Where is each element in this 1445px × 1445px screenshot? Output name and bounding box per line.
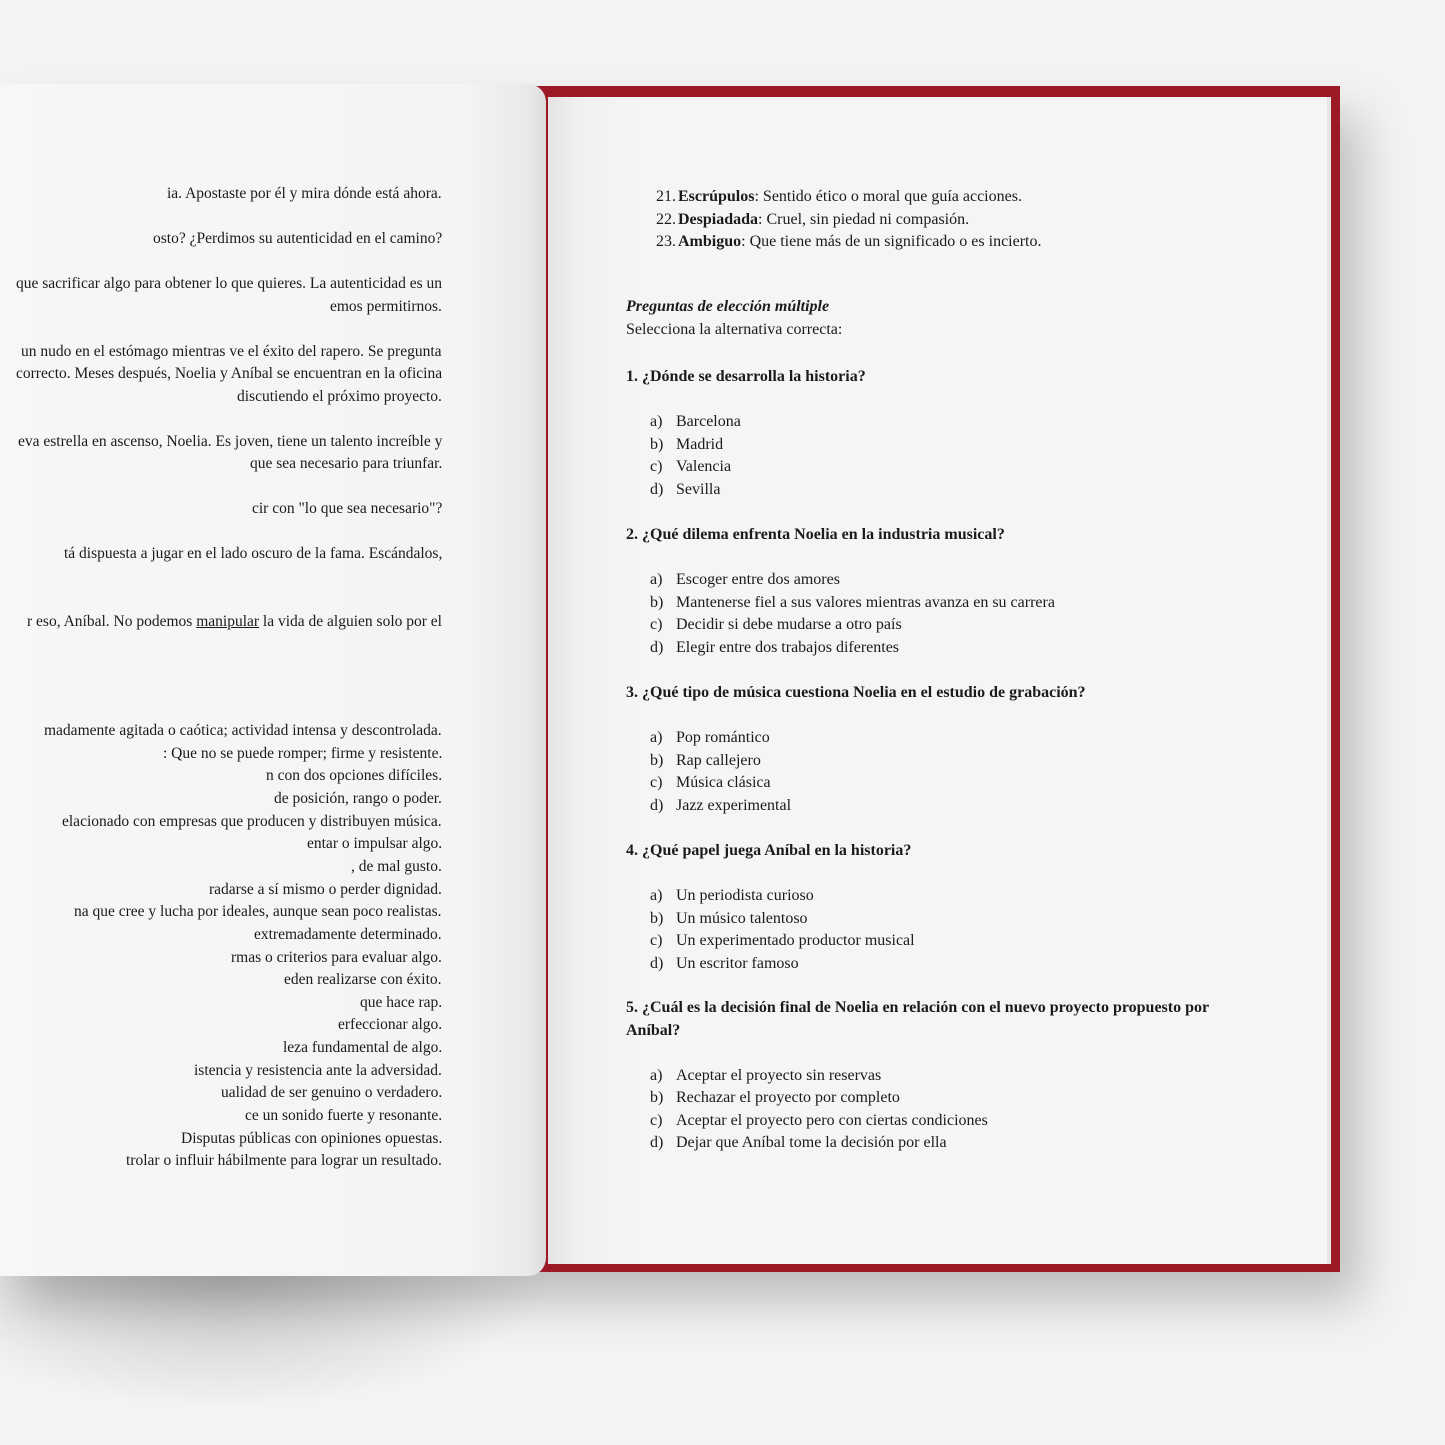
options-list bbox=[650, 569, 1055, 659]
story-line: un nudo en el estómago mientras ve el éxito del rapero. Se pregunta bbox=[21, 342, 442, 360]
option-d: d) Sevilla bbox=[650, 480, 721, 498]
question-5: 5. ¿Cuál es la decisión final de Noelia en relación con el nuevo proyecto propuesto por Aníbal? bbox=[626, 999, 1209, 1039]
underlined-word: manipular bbox=[196, 612, 260, 630]
book-shadow bbox=[0, 1260, 560, 1410]
question-2: 2. ¿Qué dilema enfrenta Noelia en la industria musical? bbox=[626, 526, 1005, 543]
glossary-line: trolar o influir hábilmente para lograr un resultado. bbox=[126, 1152, 442, 1170]
section-title: Preguntas de elección múltiple bbox=[626, 298, 830, 315]
options-list bbox=[650, 885, 915, 975]
glossary-line: madamente agitada o caótica; actividad intensa y descontrolada. bbox=[44, 722, 442, 739]
option-c: c) Valencia bbox=[650, 458, 732, 475]
story-line: eva estrella en ascenso, Noelia. Es joven, tiene un talento increíble y bbox=[18, 432, 443, 450]
story-line: que sea necesario para triunfar. bbox=[250, 455, 443, 472]
glossary-line: Disputas públicas con opiniones opuestas. bbox=[181, 1129, 443, 1147]
option-d: d) Un escritor famoso bbox=[650, 954, 799, 972]
option-c: c) Aceptar el proyecto pero con ciertas condiciones bbox=[650, 1111, 988, 1129]
vocab-item: 22. Despiadada: Cruel, sin piedad ni compasión. bbox=[656, 210, 970, 228]
option-a: a) Aceptar el proyecto sin reservas bbox=[650, 1066, 882, 1084]
glossary-line: entar o impulsar algo. bbox=[307, 835, 443, 853]
glossary-line: elacionado con empresas que producen y distribuyen música. bbox=[62, 812, 442, 830]
glossary-line: leza fundamental de algo. bbox=[283, 1039, 443, 1057]
glossary-line: na que cree y lucha por ideales, aunque sean poco realistas. bbox=[74, 903, 442, 921]
options-list bbox=[650, 727, 791, 817]
glossary-line: ualidad de ser genuino o verdadero. bbox=[221, 1084, 443, 1102]
option-d: d) Jazz experimental bbox=[650, 796, 792, 814]
options-list bbox=[650, 1065, 988, 1155]
right-page bbox=[548, 97, 1329, 1264]
glossary-line: radarse a sí mismo o perder dignidad. bbox=[209, 880, 442, 898]
option-d: d) Dejar que Aníbal tome la decisión por ella bbox=[650, 1134, 947, 1151]
option-b: b) Un músico talentoso bbox=[650, 909, 808, 927]
story-line: tá dispuesta a jugar en el lado oscuro de la fama. Escándalos, bbox=[64, 545, 443, 562]
instruction-text: Selecciona la alternativa correcta: bbox=[626, 321, 843, 338]
option-b: b) Madrid bbox=[650, 435, 724, 453]
glossary-line: que hace rap. bbox=[360, 993, 443, 1011]
vocab-item: 23. Ambiguo: Que tiene más de un significado o es incierto. bbox=[656, 233, 1042, 250]
option-b: b) Rechazar el proyecto por completo bbox=[650, 1089, 900, 1106]
vocab-item: 21. Escrúpulos: Sentido ético o moral que guía acciones. bbox=[656, 188, 1022, 205]
glossary-line: eden realizarse con éxito. bbox=[284, 971, 442, 989]
glossary-line: : Que no se puede romper; firme y resistente. bbox=[163, 744, 443, 762]
options-list bbox=[650, 411, 741, 501]
page-edge bbox=[1327, 97, 1331, 1264]
option-d: d) Elegir entre dos trabajos diferentes bbox=[650, 638, 900, 656]
story-line: cir con "lo que sea necesario"? bbox=[252, 500, 443, 517]
question-3: 3. ¿Qué tipo de música cuestiona Noelia en el estudio de grabación? bbox=[626, 684, 1086, 701]
story-line: osto? ¿Perdimos su autenticidad en el camino? bbox=[153, 230, 443, 247]
option-a: a) Un periodista curioso bbox=[650, 887, 814, 904]
glossary-line: n con dos opciones difíciles. bbox=[266, 767, 443, 785]
story-line: ia. Apostaste por él y mira dónde está ahora. bbox=[167, 185, 442, 202]
option-c: c) Decidir si debe mudarse a otro país bbox=[650, 616, 902, 633]
glossary-line: istencia y resistencia ante la adversidad. bbox=[194, 1061, 442, 1079]
option-b: b) Rap callejero bbox=[650, 751, 761, 769]
option-c: c) Música clásica bbox=[650, 774, 771, 791]
story-line: discutiendo el próximo proyecto. bbox=[237, 387, 442, 405]
question-1: 1. ¿Dónde se desarrolla la historia? bbox=[626, 368, 866, 385]
left-page bbox=[0, 84, 546, 1276]
option-a: a) Escoger entre dos amores bbox=[650, 571, 840, 588]
option-a: a) Pop romántico bbox=[650, 729, 770, 746]
story-line: correcto. Meses después, Noelia y Aníbal se encuentran en la oficina bbox=[16, 365, 443, 382]
option-b: b) Mantenerse fiel a sus valores mientras avanza en su carrera bbox=[650, 593, 1055, 611]
glossary-line: de posición, rango o poder. bbox=[274, 789, 442, 807]
glossary-line: , de mal gusto. bbox=[351, 857, 442, 875]
glossary-line: ce un sonido fuerte y resonante. bbox=[245, 1107, 443, 1125]
glossary-line: extremadamente determinado. bbox=[254, 925, 442, 943]
glossary-line: rmas o criterios para evaluar algo. bbox=[231, 948, 442, 966]
story-line: emos permitirnos. bbox=[330, 297, 442, 315]
vocabulary-list bbox=[650, 186, 1041, 254]
story-line: que sacrificar algo para obtener lo que quieres. La autenticidad es un bbox=[16, 275, 443, 292]
question-4: 4. ¿Qué papel juega Aníbal en la historia? bbox=[626, 842, 912, 859]
option-c: c) Un experimentado productor musical bbox=[650, 932, 915, 949]
glossary-line: erfeccionar algo. bbox=[338, 1016, 443, 1034]
option-a: a) Barcelona bbox=[650, 413, 741, 430]
story-line: r eso, Aníbal. No podemos manipular la vida de alguien solo por el bbox=[27, 612, 442, 630]
